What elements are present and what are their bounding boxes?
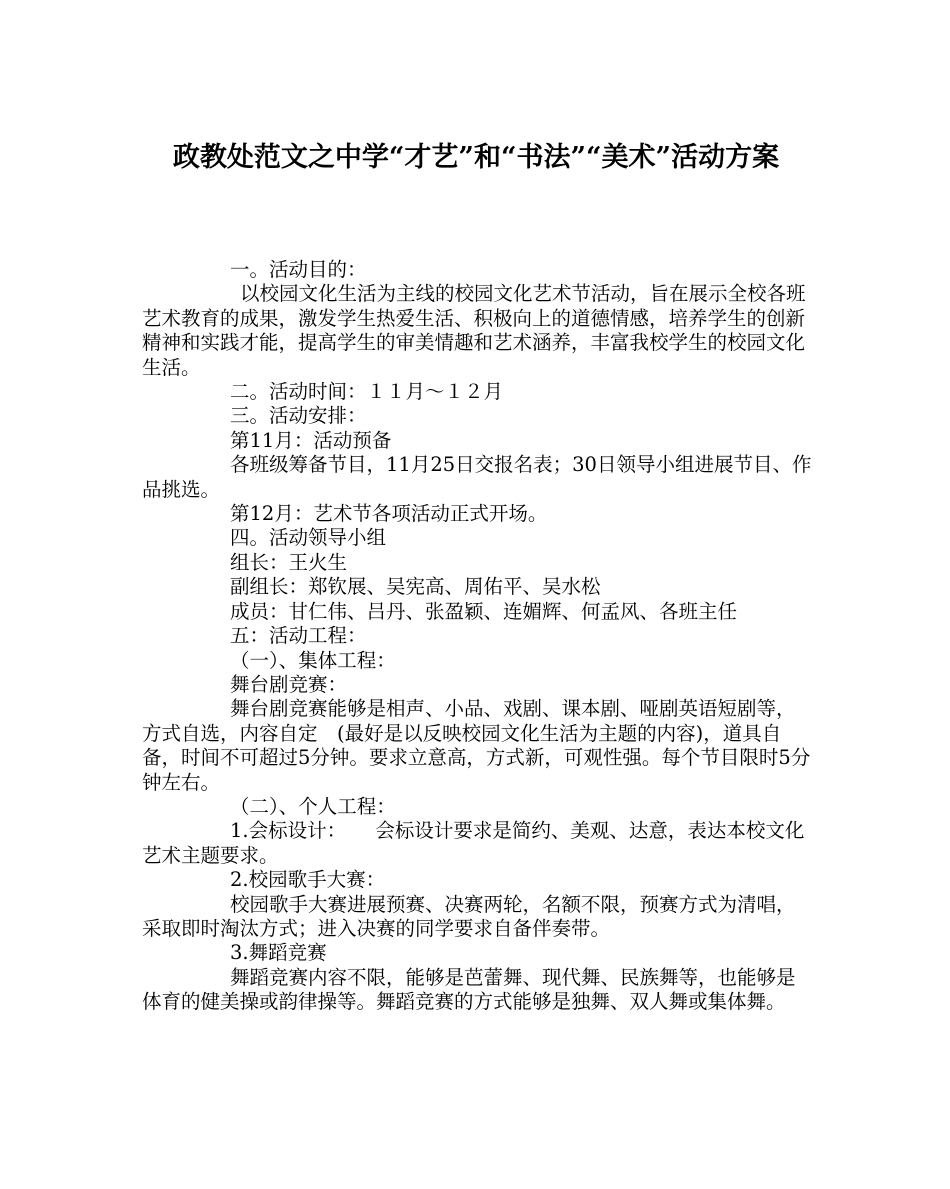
paragraph: 副组长：郑钦展、吴宪高、周佑平、吴水松 (230, 575, 601, 599)
paragraph: 三。活动安排： (230, 404, 367, 428)
document-body (142, 258, 812, 1015)
paragraph: 五：活动工程： (230, 624, 367, 648)
paragraph: 组长：王火生 (230, 550, 348, 574)
paragraph: 2.校园歌手大赛： (230, 868, 386, 892)
paragraph: （二）、个人工程： (230, 794, 396, 818)
paragraph: 以校园文化生活为主线的校园文化艺术节活动，旨在展示全校各班艺术教育的成果，激发学生热爱生活、积极向上的道德情感，培养学生的创新精神和实践才能，提高学生的审美情趣和艺术涵养，丰富我校学生的校园文化生活。 (142, 282, 806, 379)
paragraph: 3.舞蹈竞赛 (230, 941, 327, 965)
paragraph: 二。活动时间：１１月～１２月 (230, 380, 504, 404)
paragraph: 第12月：艺术节各项活动正式开场。 (230, 502, 548, 526)
paragraph: 舞台剧竞赛： (230, 672, 348, 696)
paragraph: 1.会标设计： 会标设计要求是简约、美观、达意，表达本校文化艺术主题要求。 (142, 819, 805, 867)
paragraph: 第11月：活动预备 (230, 428, 392, 452)
paragraph: 各班级筹备节目，11月25日交报名表；30日领导小组进展节目、作品挑选。 (142, 453, 812, 501)
paragraph: 校园歌手大赛进展预赛、决赛两轮，名额不限，预赛方式为清唱，采取即时淘汰方式；进入决赛的同学要求自备伴奏带。 (142, 892, 796, 940)
paragraph: 舞台剧竞赛能够是相声、小品、戏剧、课本剧、哑剧英语短剧等，方式自选，内容自定 (最好是以反映校园文化生活为主题的内容)，道具自备，时间不可超过5分钟。要求立意高，方式新，可观性强。每个节目限时5分钟左右。 (142, 697, 811, 794)
paragraph: 舞蹈竞赛内容不限，能够是芭蕾舞、现代舞、民族舞等，也能够是体育的健美操或韵律操等。舞蹈竞赛的方式能够是独舞、双人舞或集体舞。 (142, 965, 796, 1014)
paragraph: 一。活动目的： (230, 258, 367, 281)
paragraph: 四。活动领导小组 (230, 526, 387, 550)
paragraph: （一）、集体工程： (230, 648, 396, 672)
document-title: 政教处范文之中学“才艺”和“书法”“美术”活动方案 (172, 142, 780, 173)
paragraph: 成员：甘仁伟、吕丹、张盈颖、连媚辉、何孟风、各班主任 (230, 599, 738, 623)
